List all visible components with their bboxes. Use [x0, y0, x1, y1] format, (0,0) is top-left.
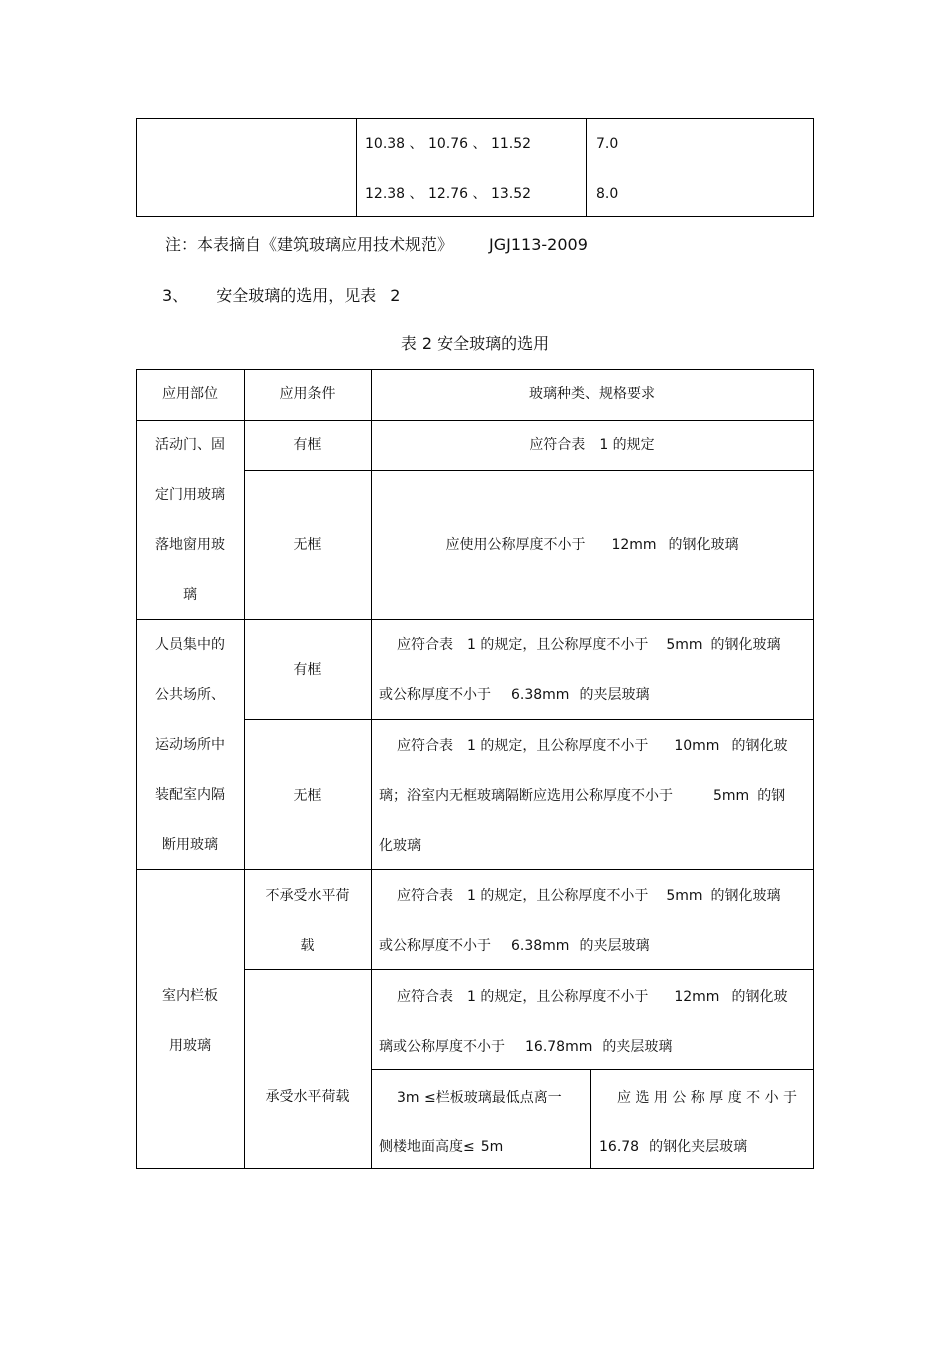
requirement-text: 的钢化玻璃 [710, 888, 781, 904]
condition-line: 载 [300, 938, 315, 954]
requirement-text: 或公称厚度不小于 [379, 687, 491, 703]
part-cell-line: 定门用玻璃 [155, 487, 225, 503]
table-border-right [813, 369, 814, 1169]
requirement-text: 应符合表 [397, 888, 453, 904]
condition-framed: 有框 [293, 662, 322, 678]
requirement-text: 的钢 [757, 788, 786, 804]
requirement-text: 1 的规定，且公称厚度不小于 [467, 888, 649, 904]
requirement-text: 的钢化玻 [731, 989, 788, 1005]
condition-line: 不承受水平荷 [265, 888, 350, 904]
header-glass-requirement: 玻璃种类、规格要求 [529, 386, 655, 402]
requirement-value: 5mm [713, 788, 750, 804]
row-divider [136, 420, 814, 421]
table-border-bottom [136, 216, 814, 217]
requirement-text: 应符合表 [397, 989, 453, 1005]
requirement-text: 应符合表 [397, 738, 453, 754]
header-application-part: 应用部位 [162, 386, 218, 402]
requirement-text: 1 的规定，且公称厚度不小于 [467, 738, 649, 754]
note-text: 注：本表摘自《建筑玻璃应用技术规范》 [165, 235, 454, 254]
part-cell-line: 运动场所中 [155, 737, 225, 753]
table-note [165, 236, 588, 254]
requirement-cell [371, 437, 813, 453]
requirement-value: 5mm [666, 637, 703, 653]
condition-frameless: 无框 [293, 788, 322, 804]
header-application-condition: 应用条件 [279, 386, 336, 402]
condition-load: 承受水平荷载 [265, 1089, 350, 1105]
requirement-text: 应使用公称厚度不小于 [445, 537, 586, 553]
requirement-line [397, 989, 787, 1005]
requirement-text: 的夹层玻璃 [579, 938, 650, 954]
row-divider [244, 969, 814, 970]
value-cell: 7.0 [596, 136, 619, 152]
requirement-text: 应符合表 [397, 637, 453, 653]
part-cell-line: 落地窗用玻 [155, 537, 225, 553]
section-title: 安全玻璃的选用，见表 [216, 286, 377, 305]
column-divider [590, 1069, 591, 1169]
requirement-text: 1 的规定，且公称厚度不小于 [467, 637, 649, 653]
table-border-bottom [136, 1168, 814, 1169]
requirement-value: 6.38mm [511, 687, 570, 703]
part-cell-line: 室内栏板 [162, 988, 218, 1004]
row-divider [244, 470, 814, 471]
note-code: JGJ113-2009 [489, 235, 588, 254]
part-cell-line: 用玻璃 [169, 1038, 211, 1054]
section-number: 3、 [162, 286, 189, 305]
requirement-line [379, 938, 649, 954]
part-cell-line: 璃 [183, 587, 197, 603]
sub-requirement-line: 应 选 用 公 称 厚 度 不 小 于 [617, 1090, 798, 1106]
requirement-value: 6.38mm [511, 938, 570, 954]
table-border-top [136, 369, 814, 370]
sub-condition-line [379, 1139, 503, 1155]
requirement-text: 的夹层玻璃 [602, 1039, 673, 1055]
part-cell-line: 装配室内隔 [155, 787, 225, 803]
requirement-line [397, 637, 781, 653]
section-table-ref: 2 [390, 286, 401, 305]
requirement-text: 的钢化玻璃 [668, 537, 739, 553]
requirement-text: 1 的规定 [599, 437, 655, 453]
table-border-top [136, 118, 814, 119]
table-border-left [136, 118, 137, 217]
requirement-value: 16.78 [599, 1139, 640, 1155]
requirement-value: 12mm [611, 537, 657, 553]
row-divider [244, 719, 814, 720]
requirement-value: 12mm [674, 989, 720, 1005]
part-cell-line: 活动门、固 [155, 437, 225, 453]
part-cell-line: 断用玻璃 [162, 837, 218, 853]
table-caption: 表 2 安全玻璃的选用 [400, 334, 550, 353]
requirement-line [379, 1039, 672, 1055]
part-cell-line: 公共场所、 [155, 687, 225, 703]
requirement-text: 或公称厚度不小于 [379, 938, 491, 954]
table-divider [356, 118, 357, 217]
requirement-text: 璃；浴室内无框玻璃隔断应选用公称厚度不小于 [379, 788, 673, 804]
requirement-line [379, 788, 785, 804]
value-cell: 8.0 [596, 186, 619, 202]
requirement-text: 的钢化夹层玻璃 [649, 1139, 748, 1155]
section-heading [162, 287, 400, 305]
requirement-line: 化玻璃 [379, 838, 421, 854]
row-divider [136, 619, 814, 620]
requirement-text: 的钢化玻 [731, 738, 788, 754]
requirement-value: 16.78mm [525, 1039, 593, 1055]
part-cell-line: 人员集中的 [155, 637, 225, 653]
requirement-line [397, 738, 787, 754]
requirement-value: 5mm [666, 888, 703, 904]
requirement-line [379, 687, 649, 703]
sub-requirement-line [599, 1139, 747, 1155]
sub-condition-line: 3m ≤栏板玻璃最低点离一 [397, 1090, 562, 1106]
table-divider [586, 118, 587, 217]
requirement-cell [371, 537, 813, 553]
thickness-cell: 12.38 、 12.76 、 13.52 [365, 186, 532, 202]
column-divider [244, 369, 245, 1169]
requirement-value: 10mm [674, 738, 720, 754]
requirement-value: 5m [480, 1139, 504, 1155]
row-divider [371, 1069, 814, 1070]
requirement-text: 应符合表 [529, 437, 586, 453]
table-border-right [813, 118, 814, 217]
requirement-text: 的夹层玻璃 [579, 687, 650, 703]
condition-frameless: 无框 [293, 537, 322, 553]
requirement-line [397, 888, 781, 904]
column-divider [371, 369, 372, 1169]
requirement-text: 璃或公称厚度不小于 [379, 1039, 505, 1055]
row-divider [136, 869, 814, 870]
requirement-text: 侧楼地面高度≤ [379, 1139, 475, 1155]
requirement-text: 1 的规定，且公称厚度不小于 [467, 989, 649, 1005]
thickness-cell: 10.38 、 10.76 、 11.52 [365, 136, 532, 152]
condition-framed: 有框 [293, 437, 322, 453]
requirement-text: 的钢化玻璃 [710, 637, 781, 653]
